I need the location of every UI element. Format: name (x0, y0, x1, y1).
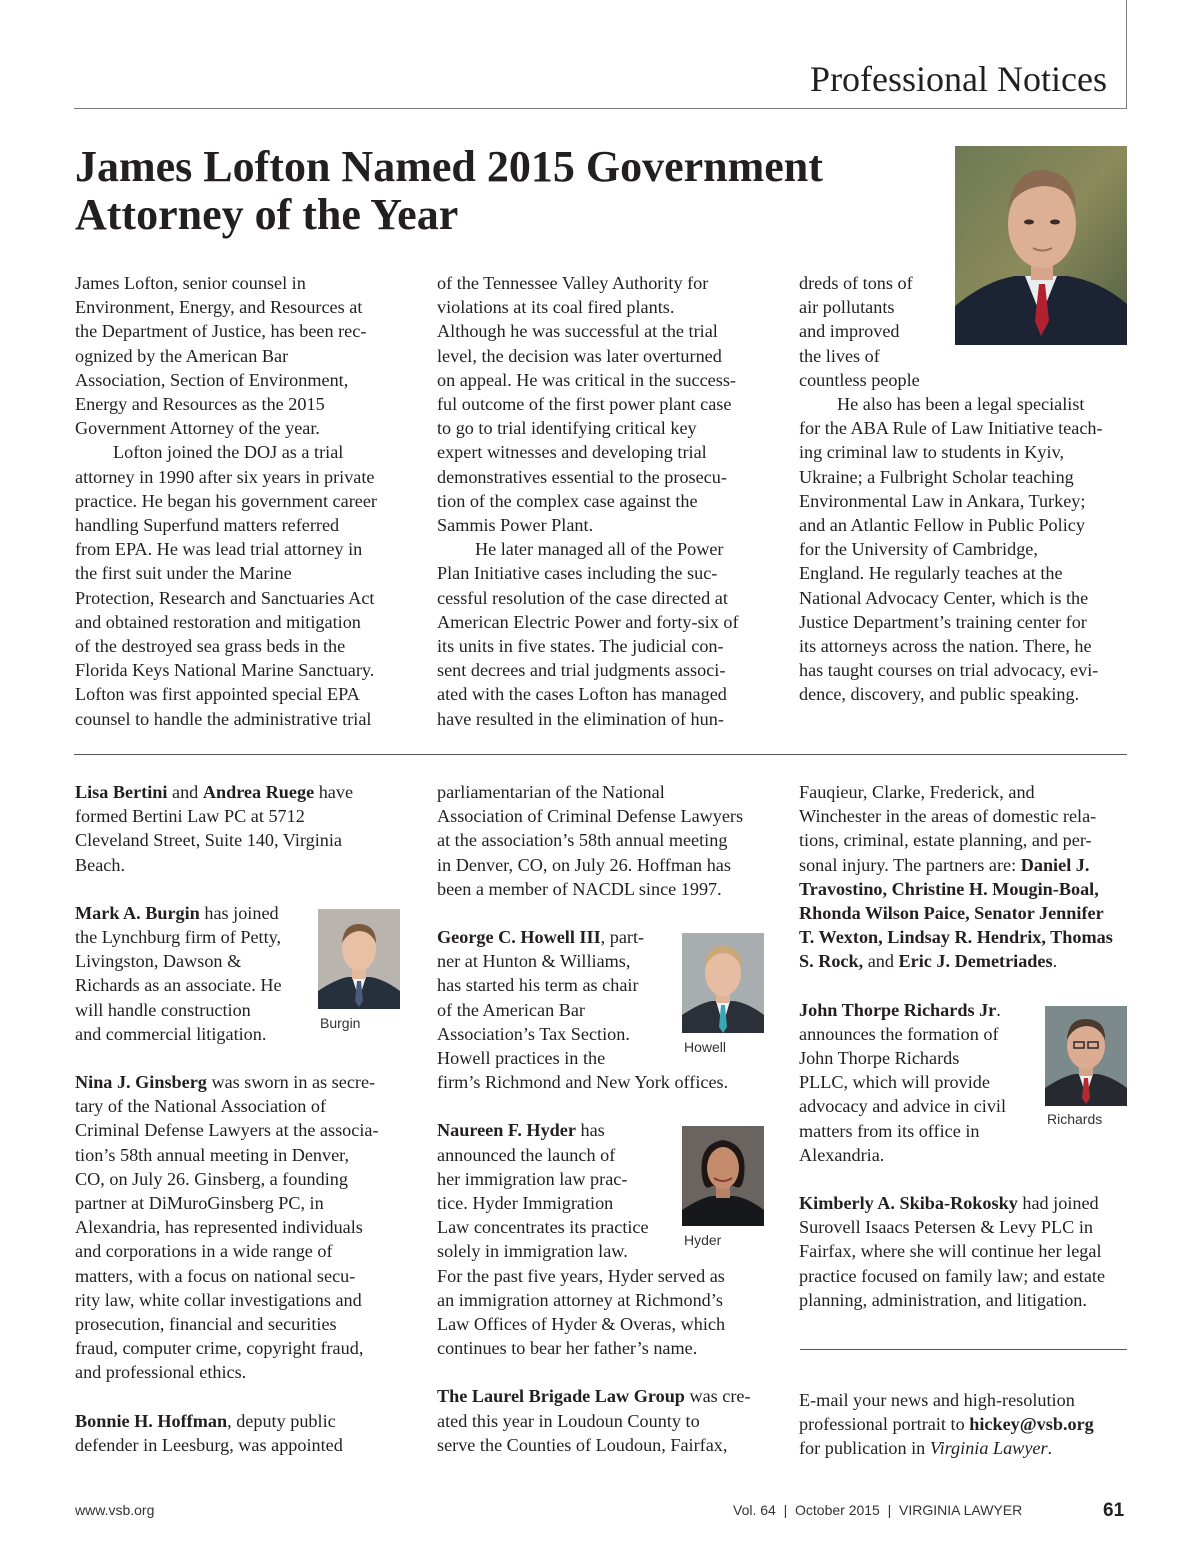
text-line: have resulted in the elimination of hun- (437, 708, 724, 729)
text-line: tary of the National Association of (75, 1096, 327, 1117)
text-line: He later managed all of the Power (475, 539, 724, 560)
text-line: Winchester in the areas of domestic rela- (799, 806, 1097, 827)
text-line: formed Bertini Law PC at 5712 (75, 806, 305, 827)
text-line: Association’s Tax Section. (437, 1023, 630, 1044)
partner-names-line: Rhonda Wilson Paice, Senator Jennifer (799, 903, 1104, 924)
text-line: fraud, computer crime, copyright fraud, (75, 1338, 364, 1359)
text: , part- (600, 927, 645, 948)
text-line: parliamentarian of the National (437, 782, 665, 802)
email-link[interactable]: hickey@vsb.org (969, 1414, 1094, 1435)
submission-divider (800, 1349, 1127, 1350)
header-vertical-rule (1126, 0, 1127, 108)
text-line: planning, administration, and litigation. (799, 1289, 1087, 1310)
text-line: attorney in 1990 after six years in private (75, 466, 375, 487)
notice-name: Bonnie H. Hoffman (75, 1410, 228, 1431)
text-line: American Electric Power and forty-six of (437, 611, 739, 632)
text-line: her immigration law prac- (437, 1168, 628, 1189)
text-line: an immigration attorney at Richmond’s (437, 1289, 723, 1310)
text-line: Alexandria, has represented individuals (75, 1217, 363, 1238)
text: has (575, 1120, 605, 1141)
notice-name: Andrea Ruege (202, 782, 315, 802)
text-line: ognized by the American Bar (75, 345, 289, 366)
text-line: advocacy and advice in civil (799, 1096, 1007, 1117)
text-line: dence, discovery, and public speaking. (799, 684, 1080, 705)
text-line: Richards as an associate. He (75, 975, 282, 996)
text-line: ner at Hunton & Williams, (437, 951, 631, 972)
text-line: tion of the complex case against the (437, 490, 698, 511)
text-line: practice focused on family law; and estate (799, 1265, 1106, 1286)
text-line: the Department of Justice, has been rec- (75, 321, 367, 342)
text-line: cessful resolution of the case directed at (437, 587, 728, 608)
text-line: CO, on July 26. Ginsberg, a founding (75, 1168, 348, 1189)
notice-name: George C. Howell III (437, 927, 601, 948)
notices-column-1 (75, 780, 415, 1457)
burgin-photo (318, 909, 400, 1009)
text-line: Beach. (75, 854, 125, 875)
notice-laurel-brigade-continued (799, 780, 1139, 974)
text-line: defender in Leesburg, was appointed (75, 1434, 343, 1455)
text: sonal injury. The partners are: (799, 854, 1021, 875)
richards-photo (1045, 1006, 1127, 1106)
text-line: Sammis Power Plant. (437, 515, 594, 536)
text-line: Criminal Defense Lawyers at the associa- (75, 1120, 379, 1141)
text-line: matters, with a focus on national secu- (75, 1265, 356, 1286)
text-line: its attorneys across the nation. There, he (799, 636, 1092, 657)
header-rule (74, 108, 1127, 109)
text-line: demonstratives essential to the prosecu- (437, 466, 727, 487)
text: was cre- (684, 1386, 751, 1407)
partner-name: S. Rock, (799, 951, 864, 972)
notice-skiba-rokosky (799, 1191, 1139, 1312)
text-line: level, the decision was later overturned (437, 345, 722, 366)
text-line: firm’s Richmond and New York offices. (437, 1072, 729, 1093)
text-line: Government Attorney of the year. (75, 418, 320, 439)
text: have (314, 782, 354, 802)
text-line: for the University of Cambridge, (799, 539, 1038, 560)
text-line: tice. Hyder Immigration (437, 1193, 614, 1214)
text-line: matters from its office in (799, 1120, 980, 1141)
text-line: Lofton joined the DOJ as a trial (113, 442, 344, 463)
notice-bertini (75, 780, 415, 877)
text-line: and professional ethics. (75, 1362, 247, 1383)
partner-name: Eric J. Demetriades (898, 951, 1053, 972)
text-line: sent decrees and trial judgments associ- (437, 660, 726, 681)
section-divider (74, 754, 1127, 755)
text-line: in Denver, CO, on July 26. Hoffman has (437, 854, 731, 875)
text-line: Ukraine; a Fulbright Scholar teaching (799, 466, 1074, 487)
text-line: Howell practices in the (437, 1048, 606, 1069)
text-line: Justice Department’s training center for (799, 611, 1087, 632)
hyder-photo (682, 1126, 764, 1226)
notices-column-2 (437, 780, 777, 1457)
notice-name: Naureen F. Hyder (437, 1120, 576, 1141)
text: was sworn in as secre- (206, 1072, 376, 1093)
text-line: Environment, Energy, and Resources at (75, 297, 363, 318)
headline-line-2: Attorney of the Year (75, 190, 459, 239)
headline-line-1: James Lofton Named 2015 Government (75, 142, 823, 191)
text-line: Plan Initiative cases including the suc- (437, 563, 718, 584)
text-line: and corporations in a wide range of (75, 1241, 333, 1262)
howell-caption: Howell (684, 1039, 727, 1055)
text-line: solely in immigration law. (437, 1241, 628, 1262)
text: and (167, 782, 203, 802)
text-line: rity law, white collar investigations and (75, 1289, 362, 1310)
text: professional portrait to (799, 1414, 970, 1435)
text-line: expert witnesses and developing trial (437, 442, 707, 463)
text-line: ated with the cases Lofton has managed (437, 684, 727, 705)
text-line: and improved (799, 321, 900, 342)
notice-name: Lisa Bertini (75, 782, 168, 802)
text-line: announced the launch of (437, 1144, 616, 1165)
text-line: Protection, Research and Sanctuaries Act (75, 587, 375, 608)
text-line: He also has been a legal specialist (837, 394, 1085, 415)
text-line: E-mail your news and high-resolution (799, 1390, 1075, 1410)
text-line: continues to bear her father’s name. (437, 1338, 698, 1359)
howell-portrait-image (682, 933, 764, 1033)
text-line: has started his term as chair (437, 975, 639, 996)
hyder-caption: Hyder (684, 1232, 722, 1248)
text-line: violations at its coal fired plants. (437, 297, 675, 318)
text-line: Energy and Resources as the 2015 (75, 394, 325, 415)
text-line: ated this year in Loudoun County to (437, 1410, 700, 1431)
text-line: Fauqieur, Clarke, Frederick, and (799, 782, 1035, 802)
text-line: for the ABA Rule of Law Initiative teach- (799, 418, 1103, 439)
text-line: Environmental Law in Ankara, Turkey; (799, 490, 1086, 511)
text-line: ing criminal law to students in Kyiv, (799, 442, 1065, 463)
partner-names-line: Travostino, Christine H. Mougin-Boal, (799, 878, 1099, 899)
text-line: the Lynchburg firm of Petty, (75, 927, 282, 948)
howell-photo (682, 933, 764, 1033)
burgin-caption: Burgin (320, 1015, 361, 1031)
text-line: countless people (799, 369, 920, 390)
partner-name: Daniel J. (1020, 854, 1090, 875)
text-line: Florida Keys National Marine Sanctuary. (75, 660, 375, 681)
text: . (996, 999, 1001, 1020)
text: , deputy public (227, 1410, 336, 1431)
text-line: air pollutants (799, 297, 895, 318)
text-line: and an Atlantic Fellow in Public Policy (799, 515, 1085, 536)
text-line: on appeal. He was critical in the success- (437, 369, 736, 390)
text-line: Lofton was first appointed special EPA (75, 684, 360, 705)
text-line: For the past five years, Hyder served as (437, 1265, 725, 1286)
text: . (1047, 1438, 1053, 1459)
notice-name: Kimberly A. Skiba-Rokosky (799, 1193, 1018, 1214)
notice-name: John Thorpe Richards Jr (799, 999, 997, 1020)
page-number: 61 (1103, 1500, 1125, 1521)
notice-name: Mark A. Burgin (75, 902, 200, 923)
text-line: National Advocacy Center, which is the (799, 587, 1089, 608)
text-line: Law concentrates its practice (437, 1217, 649, 1238)
section-title: Professional Notices (810, 59, 1107, 99)
text-line: the first suit under the Marine (75, 563, 292, 584)
partner-names-line: T. Wexton, Lindsay R. Hendrix, Thomas (799, 927, 1113, 948)
text: for publication in (799, 1438, 930, 1459)
feature-column-2 (437, 271, 777, 731)
text-line: announces the formation of (799, 1023, 999, 1044)
submission-note (799, 1388, 1139, 1461)
text-line: to go to trial identifying critical key (437, 418, 697, 439)
text-line: tions, criminal, estate planning, and per- (799, 830, 1092, 851)
notice-name: The Laurel Brigade Law Group (437, 1386, 685, 1407)
notice-hoffman (75, 1409, 415, 1457)
text: and (863, 951, 899, 972)
text-line: has taught courses on trial advocacy, evi- (799, 660, 1099, 681)
text-line: Association, Section of Environment, (75, 369, 349, 390)
hyder-portrait-image (682, 1126, 764, 1226)
text-line: Law Offices of Hyder & Overas, which (437, 1314, 726, 1335)
burgin-portrait-image (318, 909, 400, 1009)
text-line: handling Superfund matters referred (75, 515, 340, 536)
notice-ginsberg (75, 1070, 415, 1385)
footer-website[interactable]: www.vsb.org (75, 1502, 155, 1518)
footer-issue: Vol. 64 | October 2015 | VIRGINIA LAWYER (733, 1502, 1023, 1518)
text: . (1052, 951, 1058, 972)
text-line: James Lofton, senior counsel in (75, 273, 306, 293)
text-line: Cleveland Street, Suite 140, Virginia (75, 830, 342, 851)
notice-name: Nina J. Ginsberg (75, 1072, 207, 1093)
text-line: tion’s 58th annual meeting in Denver, (75, 1144, 350, 1165)
text-line: and obtained restoration and mitigation (75, 611, 361, 632)
text-line: been a member of NACDL since 1997. (437, 878, 722, 899)
text-line: of the Tennessee Valley Authority for (437, 273, 709, 293)
text-line: Surovell Isaacs Petersen & Levy PLC in (799, 1217, 1093, 1238)
feature-headline (75, 143, 895, 239)
text-line: of the destroyed sea grass beds in the (75, 636, 346, 657)
text-line: Fairfax, where she will continue her legal (799, 1241, 1102, 1262)
richards-portrait-image (1045, 1006, 1127, 1106)
text-line: and commercial litigation. (75, 1023, 267, 1044)
notice-laurel-brigade (437, 1384, 777, 1457)
text-line: at the association’s 58th annual meeting (437, 830, 728, 851)
text-line: serve the Counties of Loudoun, Fairfax, (437, 1434, 728, 1455)
feature-column-1 (75, 271, 415, 731)
text-line: Livingston, Dawson & (75, 951, 242, 972)
text-line: Although he was successful at the trial (437, 321, 718, 342)
text-line: Association of Criminal Defense Lawyers (437, 806, 744, 827)
text-line: England. He regularly teaches at the (799, 563, 1063, 584)
text-line: ful outcome of the first power plant case (437, 394, 732, 415)
text-line: counsel to handle the administrative trial (75, 708, 372, 729)
notice-hoffman-continued (437, 780, 777, 901)
text-line: John Thorpe Richards (799, 1048, 960, 1069)
richards-caption: Richards (1047, 1111, 1103, 1127)
text: has joined (199, 902, 279, 923)
text-line: partner at DiMuroGinsberg PC, in (75, 1193, 324, 1214)
text-line: the lives of (799, 345, 880, 366)
text-line: from EPA. He was lead trial attorney in (75, 539, 363, 560)
text-line: Alexandria. (799, 1144, 885, 1165)
text-line: practice. He began his government career (75, 490, 377, 511)
text-line: dreds of tons of (799, 273, 913, 293)
text-line: its units in five states. The judicial con- (437, 636, 724, 657)
text-line: PLLC, which will provide (799, 1072, 990, 1093)
text-line: prosecution, financial and securities (75, 1314, 337, 1335)
text-line: will handle construction (75, 999, 251, 1020)
publication-title: Virginia Lawyer (929, 1438, 1048, 1459)
feature-column-3 (799, 271, 1139, 707)
text: had joined (1017, 1193, 1099, 1214)
text-line: of the American Bar (437, 999, 585, 1020)
